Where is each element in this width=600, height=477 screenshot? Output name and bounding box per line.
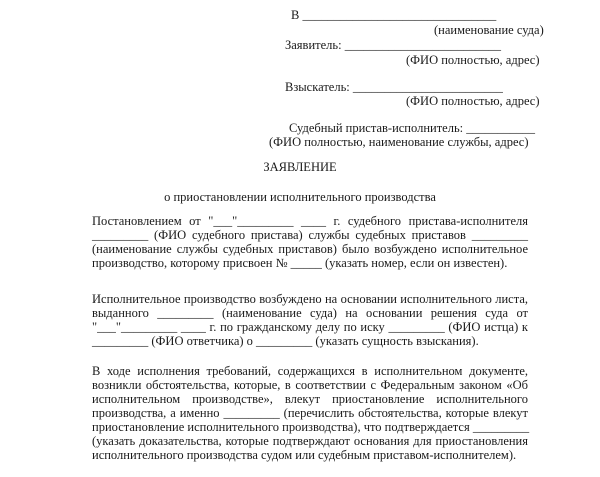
applicant-caption: (ФИО полностью, адрес) (406, 53, 540, 67)
paragraph-line: (наименование службы судебных приставов) было возбуждено исполнительное (92, 242, 528, 256)
applicant-line: Заявитель: _________________________ (285, 38, 501, 52)
court-caption: (наименование суда) (434, 23, 544, 37)
paragraph-line: производства, а именно _________ (перечислить обстоятельства, которые влекут (92, 406, 528, 420)
paragraph-line: выданного _________ (наименование суда) на основании решения суда от (92, 306, 528, 320)
paragraph-line: Исполнительное производство возбуждено на основании исполнительного листа, (92, 292, 528, 306)
paragraph-line: _________ (ФИО судебного пристава) службы судебных приставов _________ (92, 228, 528, 242)
paragraph-line: возникли обстоятельства, которые, в соответствии с Федеральным законом «Об (92, 378, 528, 392)
paragraph-line: Постановлением от "___"_________ ____ г. судебного пристава-исполнителя (92, 214, 528, 228)
bailiff-caption: (ФИО полностью, наименование службы, адрес) (269, 135, 529, 149)
court-line: В _______________________________ (291, 8, 497, 22)
paragraph-line: _________ (ФИО ответчика) о _________ (указать сущность взыскания). (92, 334, 479, 348)
paragraph-line: (указать доказательства, которые подтверждают основания для приостановления (92, 434, 528, 448)
paragraph-line: исполнительного производства судом или судебным приставом-исполнителем). (92, 448, 517, 462)
paragraph-2 (92, 292, 528, 348)
paragraph-1 (92, 214, 528, 270)
collector-line: Взыскатель: ________________________ (285, 80, 503, 94)
bailiff-line: Судебный пристав-исполнитель: ___________ (289, 121, 535, 135)
paragraph-line: исполнительном производстве», влекут приостановление исполнительного (92, 392, 528, 406)
paragraph-line: "___"_________ ____ г. по гражданскому делу по иску _________ (ФИО истца) к (92, 320, 528, 334)
paragraph-line: В ходе исполнения требований, содержащихся в исполнительном документе, (92, 364, 528, 378)
paragraph-3 (92, 364, 528, 462)
paragraph-line: приостановление исполнительного производства), что подтверждается _________ (92, 420, 530, 434)
document-subtitle: о приостановлении исполнительного производства (164, 190, 436, 204)
document-title: ЗАЯВЛЕНИЕ (263, 160, 337, 174)
paragraph-line: производство, которому присвоен № _____ (указать номер, если он известен). (92, 256, 508, 270)
collector-caption: (ФИО полностью, адрес) (406, 94, 540, 108)
